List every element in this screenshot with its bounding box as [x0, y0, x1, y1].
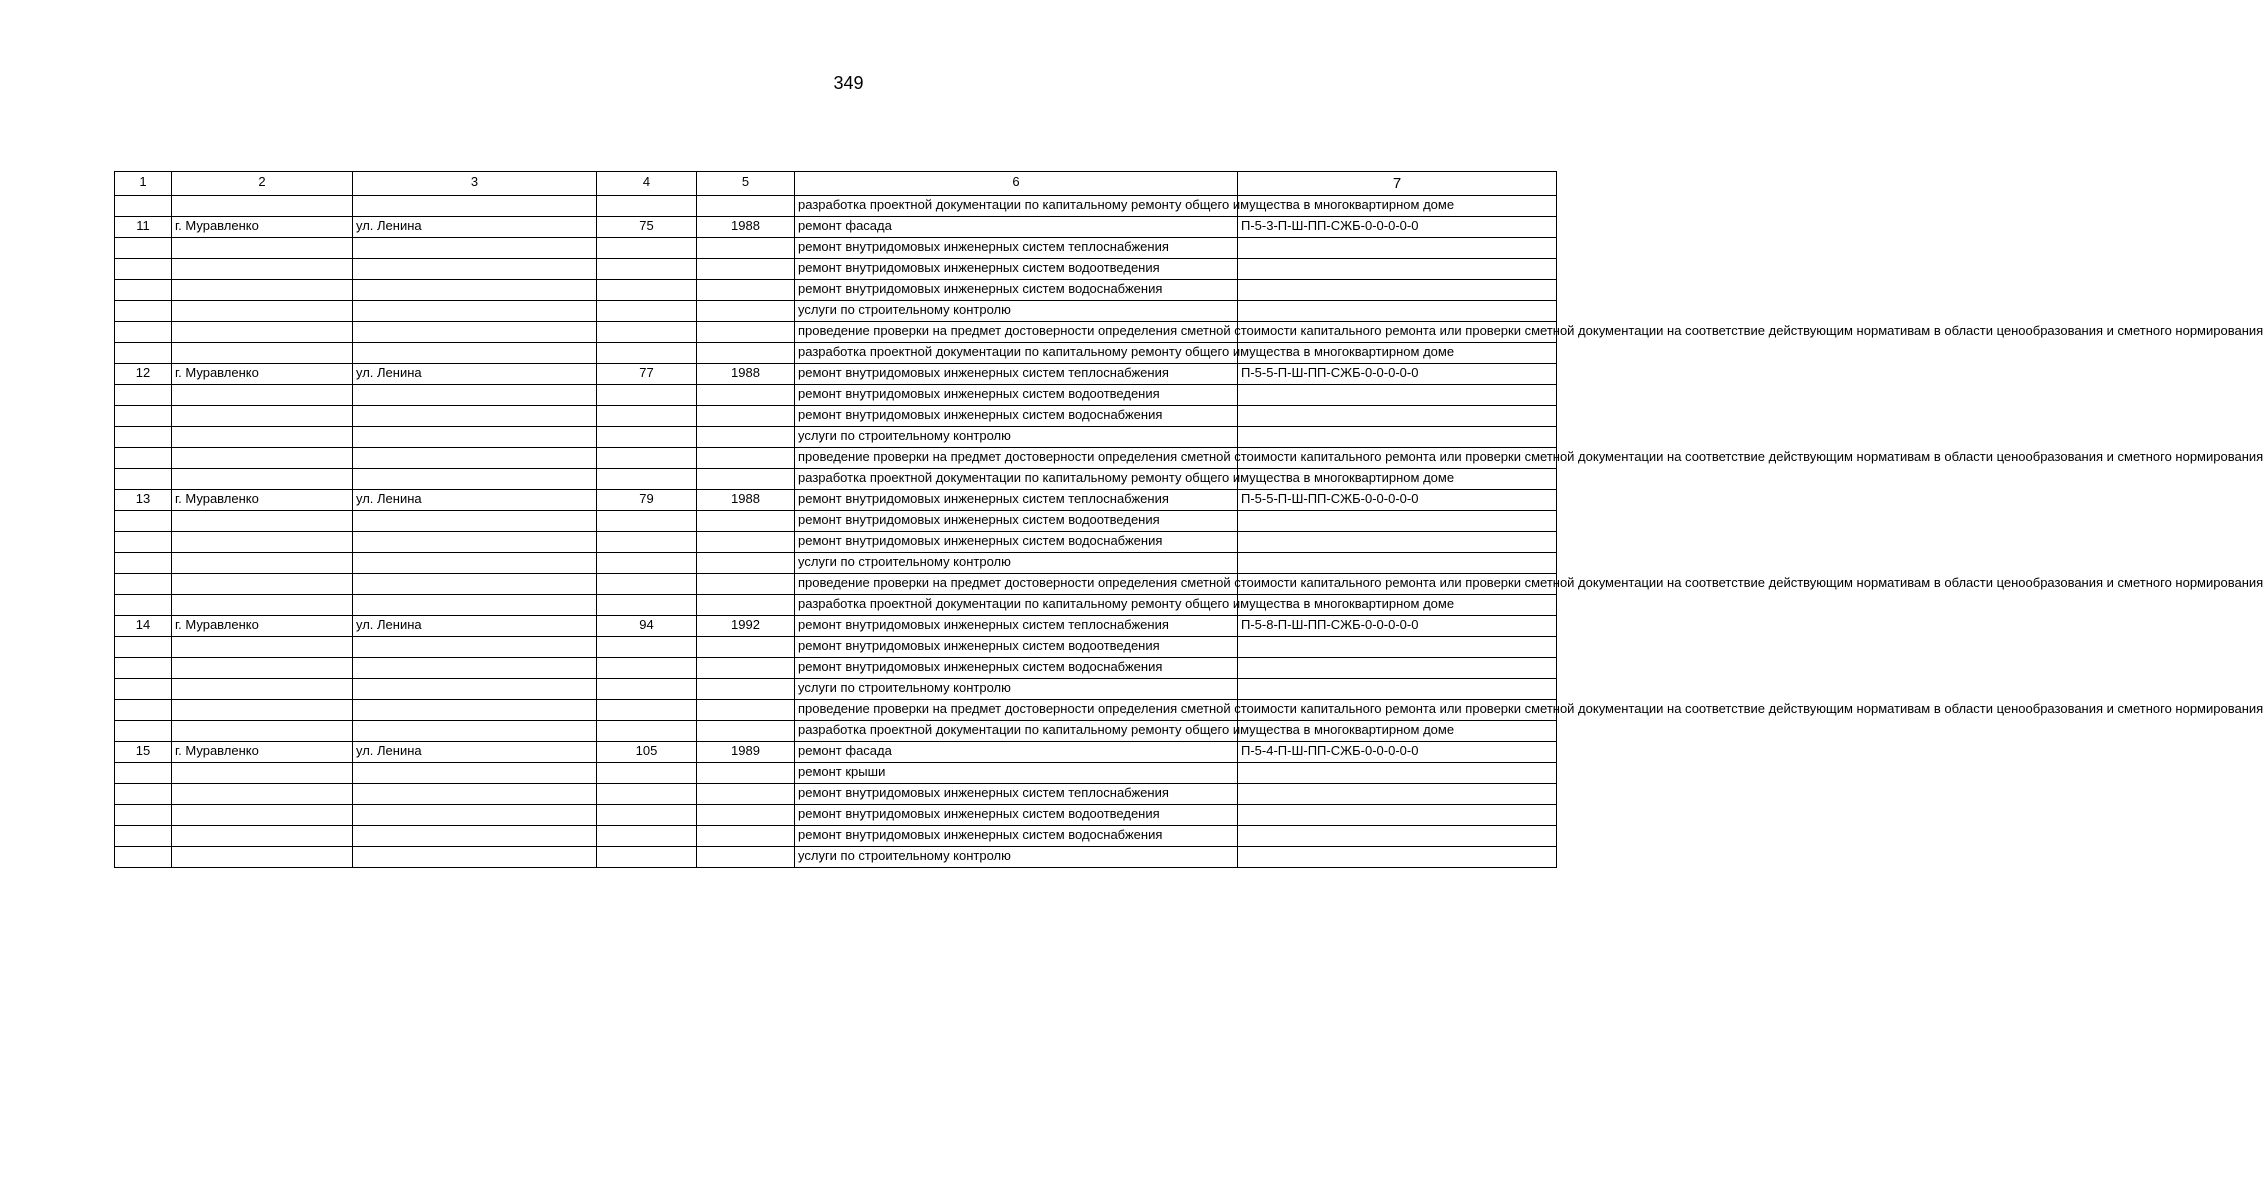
city-cell: [172, 784, 353, 805]
street-cell: [353, 427, 597, 448]
table-row: [115, 574, 1557, 595]
street-cell: [353, 301, 597, 322]
house-number-cell: [597, 511, 697, 532]
year-built-cell: [697, 784, 795, 805]
year-built-cell: [697, 511, 795, 532]
house-number-cell: [597, 763, 697, 784]
house-code-cell: [1238, 280, 1557, 301]
city-cell: г. Муравленко: [172, 490, 353, 511]
street-cell: [353, 658, 597, 679]
city-cell: [172, 763, 353, 784]
house-number-cell: 75: [597, 217, 697, 238]
city-cell: [172, 322, 353, 343]
city-cell: [172, 679, 353, 700]
table-row: [115, 280, 1557, 301]
work-type-cell: проведение проверки на предмет достоверности определения сметной стоимости капитального ремонта или проверки сметной документации на соответствие действующим нормативам в области ценообразования и сметного нормирования: [795, 322, 1238, 343]
table-row: [115, 343, 1557, 364]
table-row: [115, 406, 1557, 427]
city-cell: [172, 259, 353, 280]
house-number-cell: [597, 679, 697, 700]
street-cell: [353, 469, 597, 490]
table-row: [115, 784, 1557, 805]
house-code-cell: [1238, 784, 1557, 805]
house-code-cell: [1238, 406, 1557, 427]
work-type-cell: разработка проектной документации по капитальному ремонту общего имущества в многоквартирном доме: [795, 343, 1238, 364]
house-number-cell: [597, 196, 697, 217]
city-cell: г. Муравленко: [172, 217, 353, 238]
work-type-cell: ремонт внутридомовых инженерных систем водоснабжения: [795, 406, 1238, 427]
year-built-cell: [697, 343, 795, 364]
year-built-cell: [697, 847, 795, 868]
house-number-cell: [597, 805, 697, 826]
work-type-cell: услуги по строительному контролю: [795, 427, 1238, 448]
house-number-cell: [597, 238, 697, 259]
house-code-cell: [1238, 826, 1557, 847]
street-cell: [353, 406, 597, 427]
year-built-cell: [697, 595, 795, 616]
year-built-cell: 1992: [697, 616, 795, 637]
house-number-cell: [597, 259, 697, 280]
house-number-cell: [597, 532, 697, 553]
work-type-cell: услуги по строительному контролю: [795, 553, 1238, 574]
house-code-cell: [1238, 637, 1557, 658]
year-built-cell: 1989: [697, 742, 795, 763]
row-number-cell: [115, 595, 172, 616]
year-built-cell: [697, 448, 795, 469]
house-code-cell: [1238, 532, 1557, 553]
row-number-cell: [115, 343, 172, 364]
street-cell: ул. Ленина: [353, 490, 597, 511]
house-code-cell: [1238, 427, 1557, 448]
street-cell: [353, 574, 597, 595]
year-built-cell: [697, 259, 795, 280]
work-type-cell: ремонт внутридомовых инженерных систем водоотведения: [795, 511, 1238, 532]
house-number-cell: [597, 700, 697, 721]
year-built-cell: [697, 406, 795, 427]
row-number-cell: [115, 574, 172, 595]
work-type-cell: проведение проверки на предмет достоверности определения сметной стоимости капитального ремонта или проверки сметной документации на соответствие действующим нормативам в области ценообразования и сметного нормирования: [795, 574, 1238, 595]
year-built-cell: [697, 574, 795, 595]
street-cell: [353, 679, 597, 700]
row-number-cell: 13: [115, 490, 172, 511]
house-number-cell: [597, 784, 697, 805]
house-code-cell: [1238, 553, 1557, 574]
street-cell: [353, 553, 597, 574]
house-number-cell: [597, 574, 697, 595]
city-cell: [172, 427, 353, 448]
table-row: [115, 217, 1557, 238]
row-number-cell: [115, 259, 172, 280]
table-row: [115, 595, 1557, 616]
row-number-cell: [115, 280, 172, 301]
work-type-cell: проведение проверки на предмет достоверности определения сметной стоимости капитального ремонта или проверки сметной документации на соответствие действующим нормативам в области ценообразования и сметного нормирования: [795, 700, 1238, 721]
row-number-cell: [115, 658, 172, 679]
house-number-cell: [597, 406, 697, 427]
work-type-cell: ремонт внутридомовых инженерных систем теплоснабжения: [795, 616, 1238, 637]
table-row: [115, 259, 1557, 280]
house-number-cell: [597, 427, 697, 448]
work-type-cell: ремонт внутридомовых инженерных систем теплоснабжения: [795, 238, 1238, 259]
work-type-cell: услуги по строительному контролю: [795, 847, 1238, 868]
row-number-cell: [115, 427, 172, 448]
work-type-cell: ремонт внутридомовых инженерных систем водоотведения: [795, 637, 1238, 658]
year-built-cell: [697, 322, 795, 343]
street-cell: [353, 511, 597, 532]
street-cell: [353, 637, 597, 658]
table-row: [115, 637, 1557, 658]
table-row: [115, 742, 1557, 763]
table-row: [115, 511, 1557, 532]
house-number-cell: [597, 280, 697, 301]
house-number-cell: [597, 637, 697, 658]
table-body: [115, 196, 2263, 868]
column-header-2: 2: [172, 172, 353, 196]
year-built-cell: 1988: [697, 490, 795, 511]
house-number-cell: [597, 343, 697, 364]
table-row: [115, 700, 1557, 721]
year-built-cell: [697, 469, 795, 490]
table-row: [115, 721, 1557, 742]
year-built-cell: [697, 763, 795, 784]
work-type-cell: ремонт внутридомовых инженерных систем водоотведения: [795, 385, 1238, 406]
street-cell: [353, 532, 597, 553]
city-cell: [172, 301, 353, 322]
row-number-cell: [115, 532, 172, 553]
column-header-1: 1: [115, 172, 172, 196]
city-cell: [172, 721, 353, 742]
work-type-cell: ремонт внутридомовых инженерных систем водоснабжения: [795, 280, 1238, 301]
city-cell: г. Муравленко: [172, 364, 353, 385]
street-cell: [353, 238, 597, 259]
street-cell: ул. Ленина: [353, 616, 597, 637]
row-number-cell: [115, 301, 172, 322]
column-header-7: 7: [1238, 172, 1557, 196]
house-number-cell: [597, 322, 697, 343]
year-built-cell: [697, 553, 795, 574]
house-number-cell: [597, 721, 697, 742]
house-code-cell: [1238, 385, 1557, 406]
year-built-cell: [697, 301, 795, 322]
year-built-cell: [697, 805, 795, 826]
work-type-cell: ремонт внутридомовых инженерных систем теплоснабжения: [795, 490, 1238, 511]
table-row: [115, 322, 1557, 343]
city-cell: [172, 700, 353, 721]
row-number-cell: [115, 448, 172, 469]
city-cell: [172, 280, 353, 301]
street-cell: [353, 700, 597, 721]
year-built-cell: [697, 385, 795, 406]
street-cell: [353, 826, 597, 847]
work-type-cell: ремонт внутридомовых инженерных систем водоснабжения: [795, 826, 1238, 847]
table-row: [115, 196, 1557, 217]
table-row: [115, 805, 1557, 826]
work-type-cell: разработка проектной документации по капитальному ремонту общего имущества в многоквартирном доме: [795, 721, 1238, 742]
year-built-cell: [697, 532, 795, 553]
work-type-cell: разработка проектной документации по капитальному ремонту общего имущества в многоквартирном доме: [795, 196, 1238, 217]
year-built-cell: [697, 196, 795, 217]
house-number-cell: [597, 658, 697, 679]
house-number-cell: [597, 553, 697, 574]
city-cell: [172, 637, 353, 658]
table-row: [115, 385, 1557, 406]
house-code-cell: [1238, 805, 1557, 826]
row-number-cell: [115, 784, 172, 805]
work-type-cell: разработка проектной документации по капитальному ремонту общего имущества в многоквартирном доме: [795, 469, 1238, 490]
city-cell: [172, 343, 353, 364]
work-type-cell: услуги по строительному контролю: [795, 301, 1238, 322]
street-cell: ул. Ленина: [353, 742, 597, 763]
house-code-cell: [1238, 238, 1557, 259]
work-type-cell: ремонт внутридомовых инженерных систем теплоснабжения: [795, 364, 1238, 385]
street-cell: [353, 322, 597, 343]
city-cell: [172, 238, 353, 259]
page-number: 349: [833, 73, 864, 93]
row-number-cell: [115, 406, 172, 427]
street-cell: [353, 595, 597, 616]
house-number-cell: 105: [597, 742, 697, 763]
street-cell: [353, 805, 597, 826]
table-row: [115, 238, 1557, 259]
city-cell: [172, 532, 353, 553]
year-built-cell: 1988: [697, 217, 795, 238]
work-type-cell: ремонт фасада: [795, 217, 1238, 238]
city-cell: г. Муравленко: [172, 616, 353, 637]
house-code-cell: [1238, 658, 1557, 679]
house-number-cell: [597, 385, 697, 406]
city-cell: [172, 826, 353, 847]
house-code-cell: [1238, 511, 1557, 532]
house-code-cell: П-5-5-П-Ш-ПП-СЖБ-0-0-0-0-0: [1238, 364, 1557, 385]
row-number-cell: 14: [115, 616, 172, 637]
row-number-cell: [115, 700, 172, 721]
row-number-cell: [115, 763, 172, 784]
work-type-cell: ремонт внутридомовых инженерных систем теплоснабжения: [795, 784, 1238, 805]
table-row: [115, 364, 1557, 385]
city-cell: [172, 553, 353, 574]
city-cell: [172, 196, 353, 217]
city-cell: [172, 574, 353, 595]
street-cell: [353, 721, 597, 742]
work-type-cell: ремонт внутридомовых инженерных систем водоснабжения: [795, 532, 1238, 553]
column-header-3: 3: [353, 172, 597, 196]
column-header-5: 5: [697, 172, 795, 196]
house-code-cell: П-5-4-П-Ш-ПП-СЖБ-0-0-0-0-0: [1238, 742, 1557, 763]
street-cell: [353, 343, 597, 364]
city-cell: [172, 847, 353, 868]
house-code-cell: [1238, 763, 1557, 784]
year-built-cell: [697, 700, 795, 721]
city-cell: [172, 658, 353, 679]
street-cell: ул. Ленина: [353, 217, 597, 238]
house-code-cell: П-5-5-П-Ш-ПП-СЖБ-0-0-0-0-0: [1238, 490, 1557, 511]
house-code-cell: [1238, 301, 1557, 322]
street-cell: [353, 784, 597, 805]
house-code-cell: П-5-8-П-Ш-ПП-СЖБ-0-0-0-0-0: [1238, 616, 1557, 637]
row-number-cell: [115, 637, 172, 658]
row-number-cell: [115, 196, 172, 217]
work-type-cell: ремонт фасада: [795, 742, 1238, 763]
city-cell: [172, 469, 353, 490]
row-number-cell: [115, 826, 172, 847]
row-number-cell: [115, 721, 172, 742]
column-header-4: 4: [597, 172, 697, 196]
row-number-cell: [115, 385, 172, 406]
table-row: [115, 679, 1557, 700]
year-built-cell: [697, 658, 795, 679]
table-row: [115, 763, 1557, 784]
table-row: [115, 490, 1557, 511]
work-type-cell: ремонт внутридомовых инженерных систем водоотведения: [795, 259, 1238, 280]
year-built-cell: [697, 427, 795, 448]
street-cell: [353, 763, 597, 784]
year-built-cell: [697, 721, 795, 742]
city-cell: [172, 385, 353, 406]
year-built-cell: [697, 826, 795, 847]
street-cell: ул. Ленина: [353, 364, 597, 385]
street-cell: [353, 847, 597, 868]
street-cell: [353, 196, 597, 217]
city-cell: г. Муравленко: [172, 742, 353, 763]
table-row: [115, 553, 1557, 574]
row-number-cell: [115, 805, 172, 826]
column-header-6: 6: [795, 172, 1238, 196]
house-number-cell: [597, 826, 697, 847]
work-type-cell: ремонт внутридомовых инженерных систем водоснабжения: [795, 658, 1238, 679]
work-type-cell: ремонт крыши: [795, 763, 1238, 784]
table-row: [115, 658, 1557, 679]
city-cell: [172, 448, 353, 469]
row-number-cell: 12: [115, 364, 172, 385]
house-number-cell: [597, 469, 697, 490]
house-code-cell: [1238, 679, 1557, 700]
row-number-cell: [115, 847, 172, 868]
city-cell: [172, 805, 353, 826]
year-built-cell: 1988: [697, 364, 795, 385]
house-number-cell: [597, 847, 697, 868]
house-number-cell: 79: [597, 490, 697, 511]
city-cell: [172, 511, 353, 532]
street-cell: [353, 385, 597, 406]
table-row: [115, 826, 1557, 847]
table-row: [115, 616, 1557, 637]
house-number-cell: 77: [597, 364, 697, 385]
header-row: [115, 172, 1557, 196]
work-type-cell: проведение проверки на предмет достоверности определения сметной стоимости капитального ремонта или проверки сметной документации на соответствие действующим нормативам в области ценообразования и сметного нормирования: [795, 448, 1238, 469]
house-number-cell: 94: [597, 616, 697, 637]
row-number-cell: 15: [115, 742, 172, 763]
house-code-cell: П-5-3-П-Ш-ПП-СЖБ-0-0-0-0-0: [1238, 217, 1557, 238]
city-cell: [172, 595, 353, 616]
house-number-cell: [597, 448, 697, 469]
table-row: [115, 847, 1557, 868]
work-type-cell: услуги по строительному контролю: [795, 679, 1238, 700]
year-built-cell: [697, 280, 795, 301]
street-cell: [353, 448, 597, 469]
work-type-cell: ремонт внутридомовых инженерных систем водоотведения: [795, 805, 1238, 826]
table-row: [115, 427, 1557, 448]
table-row: [115, 469, 1557, 490]
row-number-cell: [115, 238, 172, 259]
row-number-cell: [115, 553, 172, 574]
year-built-cell: [697, 679, 795, 700]
year-built-cell: [697, 637, 795, 658]
row-number-cell: 11: [115, 217, 172, 238]
row-number-cell: [115, 469, 172, 490]
table-row: [115, 301, 1557, 322]
city-cell: [172, 406, 353, 427]
house-code-cell: [1238, 847, 1557, 868]
work-type-cell: разработка проектной документации по капитальному ремонту общего имущества в многоквартирном доме: [795, 595, 1238, 616]
street-cell: [353, 280, 597, 301]
row-number-cell: [115, 679, 172, 700]
table-row: [115, 448, 1557, 469]
house-number-cell: [597, 301, 697, 322]
year-built-cell: [697, 238, 795, 259]
row-number-cell: [115, 322, 172, 343]
street-cell: [353, 259, 597, 280]
row-number-cell: [115, 511, 172, 532]
table-row: [115, 532, 1557, 553]
repair-registry-table: [114, 171, 2263, 868]
house-number-cell: [597, 595, 697, 616]
house-code-cell: [1238, 259, 1557, 280]
